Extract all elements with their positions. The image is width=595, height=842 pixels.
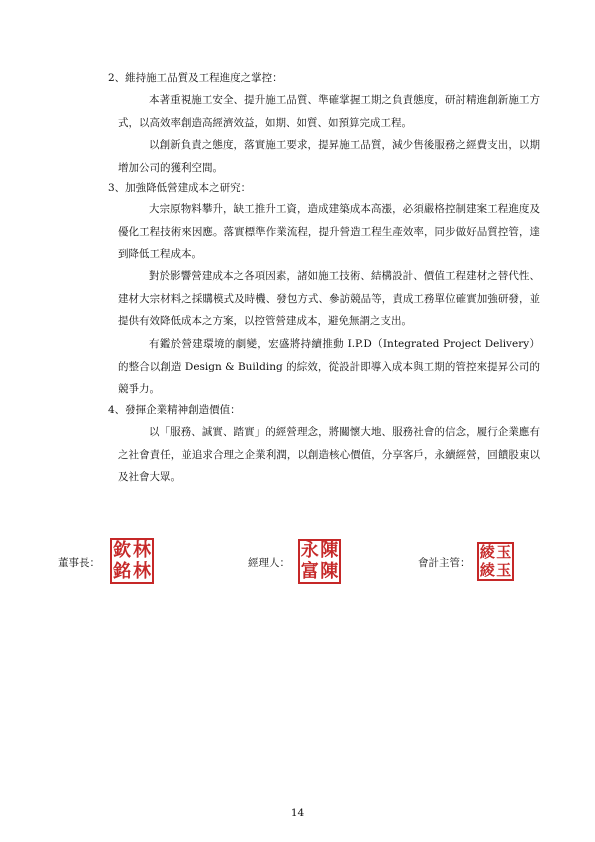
section-3-paragraph-2: 對於影響營建成本之各項因素，諸如施工技術、結構設計、價值工程建材之替代性、建材大宗材料之採購模式及時機、發包方式、參訪競品等，責成工務單位確實加強研發，並提供有效降低成本之方案，以控管營建成本，避免無謂之支出。 xyxy=(118,270,540,327)
section-2-paragraph-1: 本著重視施工安全、提升施工品質、準確掌握工期之負責態度，研討精進創新施工方式，以高效率創造高經濟效益，如期、如質、如預算完成工程。 xyxy=(118,94,540,129)
accounting-seal xyxy=(477,542,514,581)
section-heading-3: 3、加強降低營建成本之研究： xyxy=(108,182,252,194)
seal-char: 林 xyxy=(133,560,151,582)
section-3-paragraph-1: 大宗原物料攀升，缺工推升工資，造成建築成本高漲，必須嚴格控制建案工程進度及優化工程技術來因應。落實標準作業流程，提升營造工程生產效率，同步做好品質控管，達到降低工程成本。 xyxy=(118,203,540,260)
section-heading-4: 4、發揮企業精神創造價值： xyxy=(108,404,241,416)
seal-char: 林 xyxy=(133,539,151,561)
manager-label: 經理人： xyxy=(248,557,290,569)
seal-char: 銘 xyxy=(113,560,131,582)
chairman-seal xyxy=(110,538,154,584)
seal-char: 綾 xyxy=(479,543,495,562)
seal-char: 玉 xyxy=(496,543,512,562)
seal-char: 永 xyxy=(300,540,319,562)
page-number: 14 xyxy=(290,807,305,819)
seal-char: 玉 xyxy=(496,560,512,579)
chairman-label: 董事長： xyxy=(58,557,100,569)
seal-char: 富 xyxy=(300,560,319,582)
section-heading-2: 2、維持施工品質及工程進度之掌控： xyxy=(108,72,283,84)
manager-seal xyxy=(298,539,341,584)
section-4-paragraph-1: 以「服務、誠實、踏實」的經營理念，將關懷大地、服務社會的信念，履行企業應有之社會責任，並追求合理之企業利潤，以創造核心價值，分享客戶，永續經營，回饋股東以及社會大眾。 xyxy=(118,426,540,483)
seal-char: 陳 xyxy=(320,560,339,582)
section-2-paragraph-2: 以創新負責之態度，落實施工要求，提昇施工品質，減少售後服務之經費支出，以期增加公司的獲利空間。 xyxy=(118,139,540,174)
accounting-supervisor-label: 會計主管： xyxy=(418,557,471,569)
section-3-paragraph-3: 有鑑於營建環境的劇變，宏盛將持續推動 I.P.D（Integrated Project Delivery）的整合以創造 Design & Building 的綜效，從設計即導入成本與工期的管控來提昇公司的競爭力。 xyxy=(118,338,540,395)
seal-char: 欽 xyxy=(113,539,131,561)
seal-char: 陳 xyxy=(320,540,339,562)
seal-char: 綾 xyxy=(479,560,495,579)
